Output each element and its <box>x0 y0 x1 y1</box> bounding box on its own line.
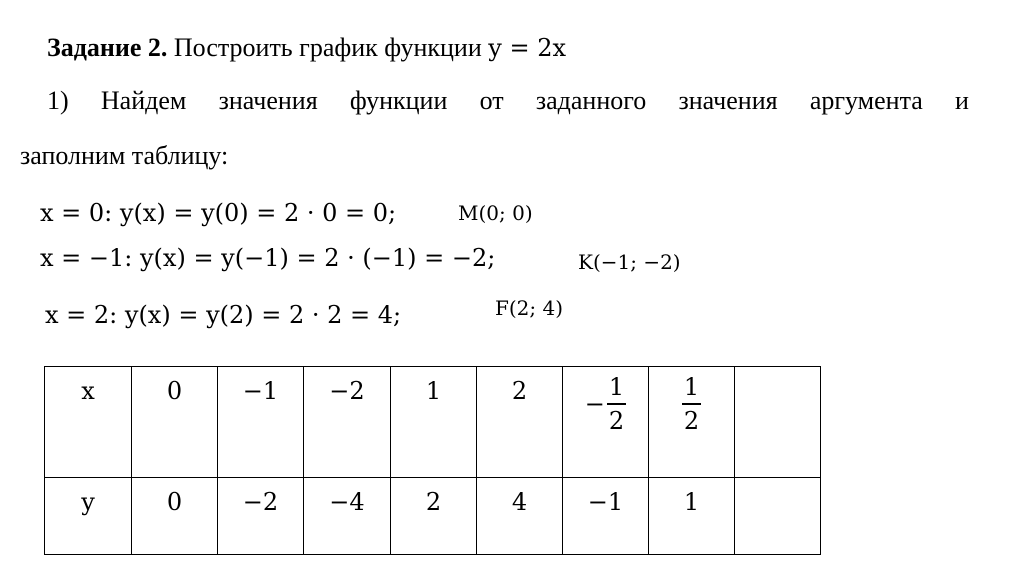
step1-word: заданного <box>535 86 647 115</box>
step1-word: значения <box>218 86 318 115</box>
table-cell: 0 <box>132 478 218 555</box>
task-number: Задание 2. <box>47 33 168 62</box>
point-k: K(−1; −2) <box>578 250 681 274</box>
calculation-expression-1: x = 0: y(x) = y(0) = 2 · 0 = 0; <box>40 199 397 227</box>
table-cell: −4 <box>304 478 391 555</box>
point-f: F(2; 4) <box>495 296 564 320</box>
table-cell: 2 <box>391 478 477 555</box>
step1-word: и <box>955 86 969 115</box>
table-cell-empty <box>735 367 821 478</box>
task-function: y = 2x <box>488 34 566 62</box>
table-row-y <box>45 478 821 555</box>
table-cell-empty <box>735 478 821 555</box>
table-header-y: y <box>45 478 132 555</box>
calculation-expression-2: x = −1: y(x) = y(−1) = 2 · (−1) = −2; <box>40 244 496 272</box>
task-instruction: Построить график функции <box>173 33 482 62</box>
table-row-x <box>45 367 821 478</box>
step1-word: Найдем <box>100 86 187 115</box>
table-cell: −2 <box>304 367 391 478</box>
point-m: M(0; 0) <box>458 201 533 225</box>
step1-word: аргумента <box>809 86 923 115</box>
step1-word: функции <box>349 86 448 115</box>
task-heading-line <box>47 35 566 61</box>
table-cell: −2 <box>218 478 304 555</box>
table-cell: 1 <box>391 367 477 478</box>
fraction-half: $\frac{1}{2}$ <box>683 373 700 435</box>
calculation-expression-3: x = 2: y(x) = y(2) = 2 · 2 = 4; <box>45 301 402 329</box>
table-cell: 2 <box>477 367 563 478</box>
table-cell: −1 <box>218 367 304 478</box>
table-cell <box>563 367 649 478</box>
table-cell: 4 <box>477 478 563 555</box>
table-header-x: x <box>45 367 132 478</box>
table-cell: −1 <box>563 478 649 555</box>
table-cell <box>649 367 735 478</box>
table-cell: 0 <box>132 367 218 478</box>
fraction-negative-half: − $\frac{1}{2}$ <box>584 373 625 435</box>
step1-word: от <box>479 86 504 115</box>
step1-word: значения <box>678 86 778 115</box>
step1-word: 1) <box>47 86 69 115</box>
step1-line <box>47 88 969 114</box>
table-cell: 1 <box>649 478 735 555</box>
values-table <box>44 366 821 555</box>
step1-continuation: заполним таблицу: <box>20 141 229 170</box>
